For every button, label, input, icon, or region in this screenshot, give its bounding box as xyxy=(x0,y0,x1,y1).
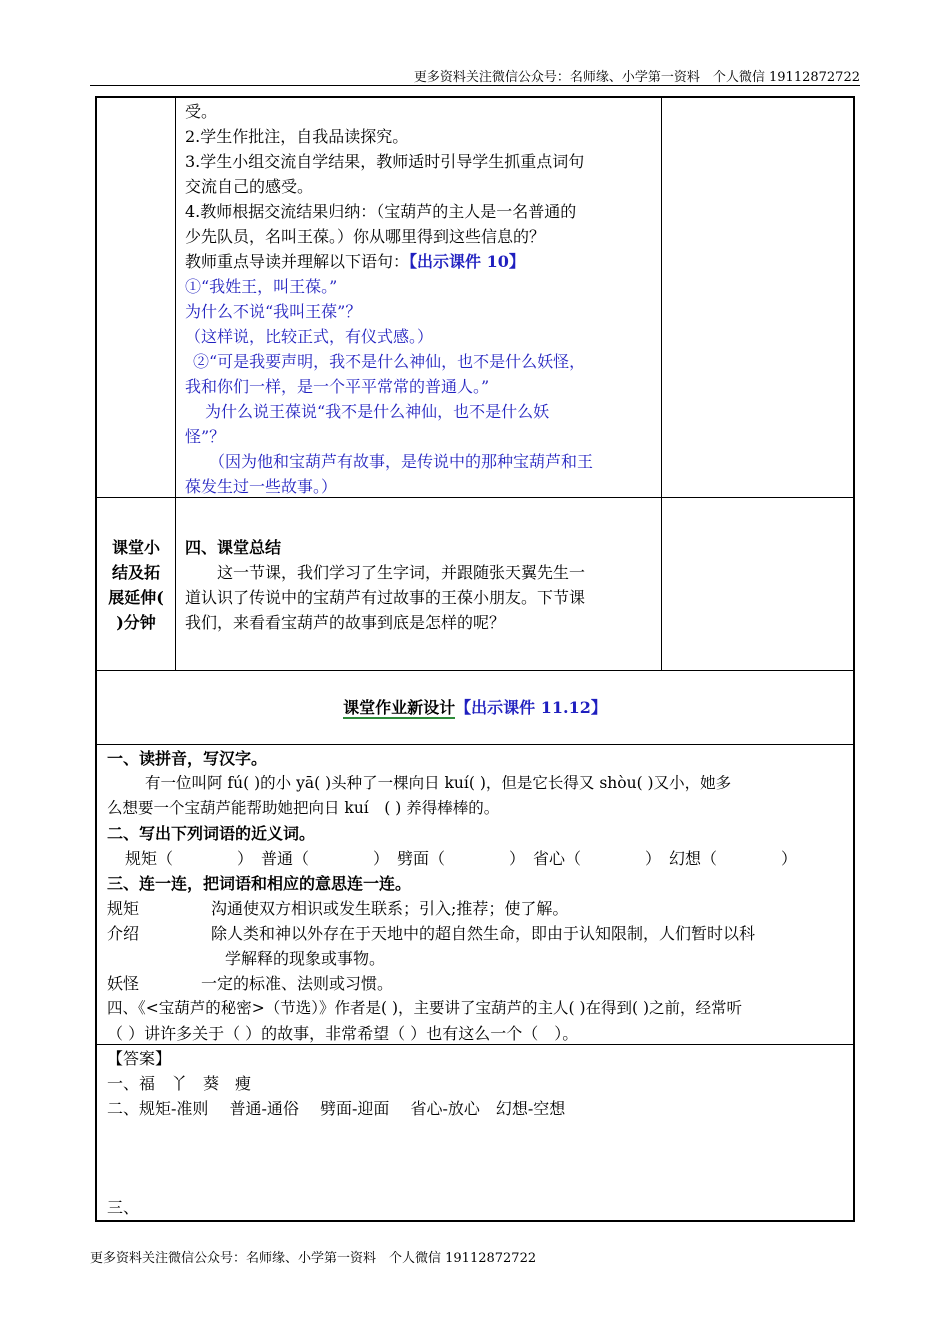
teaching-process-cell xyxy=(185,99,661,499)
answer-line: 二、规矩-准则 普通-通俗 劈面-迎面 省心-放心 幻想-空想 xyxy=(107,1099,566,1118)
question-text: 四、《<宝葫芦的秘密>（节选）》作者是( )，主要讲了宝葫芦的主人( )在得到( )之前，经常听 xyxy=(107,999,743,1017)
match-definition: 一定的标准、法则或习惯。 xyxy=(201,974,394,993)
text-line: 受。 xyxy=(185,102,218,121)
text-line: 少先队员，名叫王葆。）你从哪里得到这些信息的？ xyxy=(185,227,546,246)
label-line: 结及拓 xyxy=(111,563,160,582)
summary-title: 四、课堂总结 xyxy=(185,538,282,557)
answer-line: 三、 xyxy=(107,1198,140,1217)
answer-line: 葆发生过一些故事。） xyxy=(185,477,338,496)
question-text: （ ）讲许多关于（ ）的故事，非常希望（ ）也有这么一个（ ）。 xyxy=(107,1024,579,1043)
match-word: 介绍 xyxy=(107,924,140,943)
courseware-tag: 【出示课件 11.12】 xyxy=(455,698,607,717)
courseware-tag: 【出示课件 10】 xyxy=(409,252,525,271)
text-line: 交流自己的感受。 xyxy=(185,177,314,196)
answer-line: （因为他和宝葫芦有故事，是传说中的那种宝葫芦和王 xyxy=(209,452,594,471)
question-text: 有一位叫阿 fú( )的小 yā( )头种了一棵向日 kuí( )，但是它长得又 shòu( )又小，她多 xyxy=(145,774,732,792)
text-line: 我们，来看看宝葫芦的故事到底是怎样的呢？ xyxy=(185,613,506,632)
match-definition: 沟通使双方相识或发生联系；引入;推荐；使了解。 xyxy=(211,899,569,918)
text-line: 道认识了传说中的宝葫芦有过故事的王葆小朋友。下节课 xyxy=(185,588,586,607)
summary-cell xyxy=(185,535,661,635)
header-rule xyxy=(90,85,860,86)
question-text: 么想要一个宝葫芦能帮助她把向日 kuí ( ) 养得棒棒的。 xyxy=(107,799,500,817)
answers-title: 【答案】 xyxy=(107,1049,172,1068)
row-divider-3 xyxy=(95,744,855,745)
text-line: 这一节课，我们学习了生字词，并跟随张天翼先生一 xyxy=(217,563,586,582)
guide-text: 教师重点导读并理解以下语句： xyxy=(185,252,410,271)
match-word: 规矩 xyxy=(107,899,140,918)
summary-label xyxy=(97,535,175,635)
text-line: 2.学生作批注，自我品读探究。 xyxy=(185,127,409,146)
col-divider-left xyxy=(175,96,176,670)
row-divider-2 xyxy=(95,670,855,671)
match-row xyxy=(107,896,853,921)
match-definition: 除人类和神以外存在于天地中的超自然生命，即由于认知限制，人们暂时以科 xyxy=(211,924,756,943)
quote-line: ②“可是我要声明，我不是什么神仙，也不是什么妖怪， xyxy=(193,352,586,371)
match-row xyxy=(107,971,853,996)
question-title: 一、读拼音，写汉字。 xyxy=(107,749,268,768)
homework-title xyxy=(95,695,855,720)
homework-title-text: 课堂作业新设计 xyxy=(343,698,456,717)
match-row xyxy=(107,921,853,946)
text-line: 3.学生小组交流自学结果，教师适时引导学生抓重点词句 xyxy=(185,152,585,171)
label-line: 课堂小 xyxy=(111,538,160,557)
match-word: 妖怪 xyxy=(107,974,140,993)
question-line: 为什么不说“我叫王葆”？ xyxy=(185,302,362,321)
match-definition-cont: 学解释的现象或事物。 xyxy=(225,949,386,968)
question-line: 怪”？ xyxy=(185,427,226,446)
quote-line: ①“我姓王，叫王葆。” xyxy=(185,277,338,296)
question-text: 规矩（ ） 普通（ ） 劈面（ ） 省心（ ） 幻想（ ） xyxy=(125,849,798,868)
text-line: 4.教师根据交流结果归纳：（宝葫芦的主人是一名普通的 xyxy=(185,202,577,221)
answers-cell xyxy=(107,1046,853,1121)
page-header: 更多资料关注微信公众号：名师缘、小学第一资料 个人微信 19112872722 xyxy=(413,70,860,85)
question-title: 二、写出下列词语的近义词。 xyxy=(107,824,316,843)
page-footer: 更多资料关注微信公众号：名师缘、小学第一资料 个人微信 19112872722 xyxy=(90,1251,537,1266)
answer-line: （这样说，比较正式，有仪式感。） xyxy=(185,327,434,346)
label-line: 展延伸( xyxy=(108,588,164,607)
question-line: 为什么说王葆说“我不是什么神仙，也不是什么妖 xyxy=(205,402,550,421)
label-line: )分钟 xyxy=(116,613,156,632)
homework-questions xyxy=(107,746,853,1046)
text-line xyxy=(185,249,661,274)
quote-line: 我和你们一样，是一个平平常常的普通人。” xyxy=(185,377,490,396)
question-title: 三、连一连，把词语和相应的意思连一连。 xyxy=(107,874,412,893)
answer-line: 一、福 丫 葵 瘦 xyxy=(107,1074,252,1093)
col-divider-right xyxy=(661,96,662,670)
